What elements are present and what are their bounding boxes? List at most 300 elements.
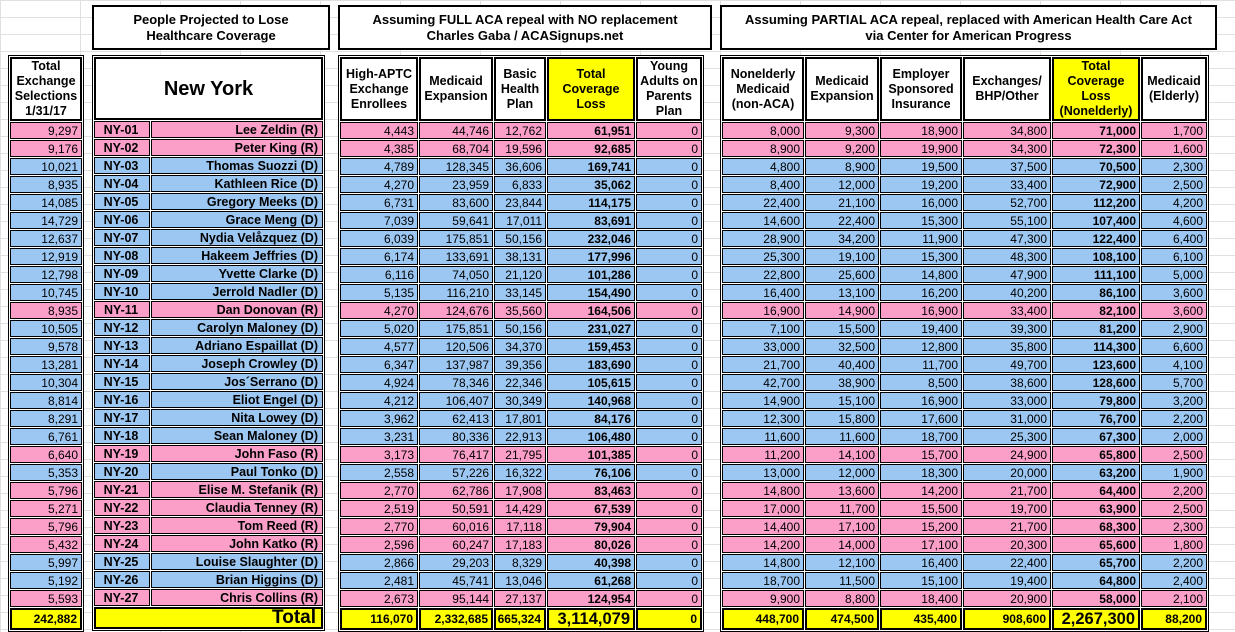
table-row [10, 554, 82, 571]
cell-nonelderly-medicaid: 14,900 [722, 392, 804, 409]
table-row [94, 265, 323, 282]
cell-basic-health-plan: 36,606 [494, 158, 546, 175]
cell-exchange-selections: 9,578 [10, 338, 82, 355]
cell-medicaid-expansion-partial: 8,900 [805, 158, 879, 175]
table-row [10, 140, 82, 157]
cell-basic-health-plan: 30,349 [494, 392, 546, 409]
table-row [722, 446, 1207, 463]
table-row [340, 482, 702, 499]
cell-medicaid-expansion-partial: 19,100 [805, 248, 879, 265]
cell-nonelderly-medicaid: 22,800 [722, 266, 804, 283]
cell-district: NY-18 [94, 427, 150, 444]
cell-high-aptc: 7,039 [340, 212, 418, 229]
cell-total-coverage-loss-partial: 107,400 [1052, 212, 1140, 229]
cell-young-adults: 0 [636, 590, 702, 607]
table-row [10, 428, 82, 445]
cell-medicaid-expansion-full: 116,210 [419, 284, 493, 301]
cell-total-coverage-loss-full: 106,480 [547, 428, 635, 445]
cell-employer-sponsored-insurance: 16,000 [880, 194, 962, 211]
cell-total-coverage-loss-full: 92,685 [547, 140, 635, 157]
table-row [340, 140, 702, 157]
cell-medicaid-elderly: 5,700 [1141, 374, 1207, 391]
table-row [722, 500, 1207, 517]
table-row [340, 446, 702, 463]
cell-exchanges-bhp-other: 19,700 [963, 500, 1051, 517]
table-row [722, 356, 1207, 373]
cell-total-coverage-loss-partial: 128,600 [1052, 374, 1140, 391]
cell-nonelderly-medicaid: 17,000 [722, 500, 804, 517]
table-row [340, 392, 702, 409]
cell-employer-sponsored-insurance: 16,400 [880, 554, 962, 571]
cell-exchange-selections: 12,919 [10, 248, 82, 265]
cell-rep-name: Adriano Espaillat (D) [151, 337, 323, 354]
cell-total-coverage-loss-partial: 108,100 [1052, 248, 1140, 265]
cell-medicaid-expansion-partial: 32,500 [805, 338, 879, 355]
table-row [94, 175, 323, 192]
total-exchanges-bhp-other: 908,600 [963, 608, 1051, 630]
cell-exchanges-bhp-other: 34,800 [963, 122, 1051, 139]
cell-medicaid-expansion-partial: 15,800 [805, 410, 879, 427]
cell-medicaid-expansion-partial: 9,200 [805, 140, 879, 157]
cell-exchanges-bhp-other: 33,400 [963, 176, 1051, 193]
cell-total-coverage-loss-partial: 122,400 [1052, 230, 1140, 247]
col-header-exchanges-bhp-other: Exchanges/ BHP/Other [963, 57, 1051, 121]
cell-employer-sponsored-insurance: 19,400 [880, 320, 962, 337]
cell-medicaid-elderly: 6,100 [1141, 248, 1207, 265]
cell-exchange-selections: 6,761 [10, 428, 82, 445]
cell-young-adults: 0 [636, 320, 702, 337]
cell-basic-health-plan: 17,118 [494, 518, 546, 535]
table-row [722, 572, 1207, 589]
total-exchange-selections: 242,882 [10, 608, 82, 630]
cell-medicaid-elderly: 2,100 [1141, 590, 1207, 607]
cell-exchange-selections: 5,796 [10, 518, 82, 535]
cell-nonelderly-medicaid: 14,200 [722, 536, 804, 553]
table-row [340, 212, 702, 229]
cell-high-aptc: 4,924 [340, 374, 418, 391]
table-row [722, 212, 1207, 229]
cell-exchange-selections: 5,997 [10, 554, 82, 571]
cell-exchanges-bhp-other: 38,600 [963, 374, 1051, 391]
cell-employer-sponsored-insurance: 16,900 [880, 302, 962, 319]
cell-exchanges-bhp-other: 21,700 [963, 482, 1051, 499]
cell-young-adults: 0 [636, 302, 702, 319]
cell-rep-name: Dan Donovan (R) [151, 301, 323, 318]
cell-medicaid-elderly: 4,100 [1141, 356, 1207, 373]
table-row [10, 464, 82, 481]
cell-medicaid-expansion-full: 83,600 [419, 194, 493, 211]
cell-high-aptc: 4,385 [340, 140, 418, 157]
table-row [340, 518, 702, 535]
cell-medicaid-expansion-full: 120,506 [419, 338, 493, 355]
cell-medicaid-expansion-partial: 22,400 [805, 212, 879, 229]
partial-repeal-title-line2: via Center for American Progress [865, 27, 1072, 43]
cell-young-adults: 0 [636, 374, 702, 391]
table-row [94, 247, 323, 264]
cell-district: NY-25 [94, 553, 150, 570]
table-row [10, 266, 82, 283]
table-row [10, 536, 82, 553]
table-row [94, 481, 323, 498]
table-row [94, 589, 323, 606]
cell-exchanges-bhp-other: 48,300 [963, 248, 1051, 265]
cell-high-aptc: 3,962 [340, 410, 418, 427]
cell-high-aptc: 6,731 [340, 194, 418, 211]
cell-basic-health-plan: 12,762 [494, 122, 546, 139]
col-header-total-coverage-loss-partial: Total Coverage Loss (Nonelderly) [1052, 57, 1140, 121]
ny-block-title [92, 5, 330, 50]
cell-district: NY-23 [94, 517, 150, 534]
full-repeal-title-line2: Charles Gaba / ACASignups.net [426, 27, 624, 43]
table-row [10, 500, 82, 517]
cell-total-coverage-loss-full: 177,996 [547, 248, 635, 265]
col-header-total-exchange-selections: Total Exchange Selections 1/31/17 [10, 57, 82, 121]
cell-medicaid-expansion-full: 78,346 [419, 374, 493, 391]
cell-basic-health-plan: 34,370 [494, 338, 546, 355]
table-row [722, 140, 1207, 157]
cell-medicaid-elderly: 2,200 [1141, 482, 1207, 499]
col-header-total-coverage-loss-full: Total Coverage Loss [547, 57, 635, 121]
cell-total-coverage-loss-full: 105,615 [547, 374, 635, 391]
table-row [10, 446, 82, 463]
col-header-young-adults: Young Adults on Parents Plan [636, 57, 702, 121]
table-row [722, 554, 1207, 571]
table-row [340, 590, 702, 607]
cell-medicaid-expansion-partial: 11,500 [805, 572, 879, 589]
table-row [722, 428, 1207, 445]
table-row [722, 122, 1207, 139]
cell-basic-health-plan: 6,833 [494, 176, 546, 193]
table-row [94, 121, 323, 138]
cell-total-coverage-loss-partial: 111,100 [1052, 266, 1140, 283]
cell-medicaid-expansion-full: 106,407 [419, 392, 493, 409]
full-repeal-block-title [338, 5, 712, 50]
cell-medicaid-expansion-partial: 15,500 [805, 320, 879, 337]
cell-total-coverage-loss-full: 84,176 [547, 410, 635, 427]
cell-exchanges-bhp-other: 37,500 [963, 158, 1051, 175]
cell-total-coverage-loss-partial: 123,600 [1052, 356, 1140, 373]
cell-exchanges-bhp-other: 22,400 [963, 554, 1051, 571]
table-row [722, 482, 1207, 499]
cell-young-adults: 0 [636, 338, 702, 355]
cell-exchanges-bhp-other: 24,900 [963, 446, 1051, 463]
cell-medicaid-elderly: 2,900 [1141, 320, 1207, 337]
cell-total-coverage-loss-full: 76,106 [547, 464, 635, 481]
cell-total-coverage-loss-partial: 112,200 [1052, 194, 1140, 211]
cell-high-aptc: 6,116 [340, 266, 418, 283]
cell-exchange-selections: 6,640 [10, 446, 82, 463]
table-row [10, 572, 82, 589]
cell-nonelderly-medicaid: 22,400 [722, 194, 804, 211]
cell-nonelderly-medicaid: 28,900 [722, 230, 804, 247]
cell-employer-sponsored-insurance: 16,200 [880, 284, 962, 301]
table-row [10, 392, 82, 409]
cell-exchange-selections: 9,176 [10, 140, 82, 157]
cell-medicaid-elderly: 1,700 [1141, 122, 1207, 139]
table-row [94, 139, 323, 156]
cell-district: NY-21 [94, 481, 150, 498]
cell-total-coverage-loss-full: 101,385 [547, 446, 635, 463]
cell-rep-name: Louise Slaughter (D) [151, 553, 323, 570]
table-row [340, 500, 702, 517]
total-row [10, 608, 82, 630]
total-medicaid-elderly: 88,200 [1141, 608, 1207, 630]
cell-basic-health-plan: 33,145 [494, 284, 546, 301]
exchange-selections-block [8, 5, 84, 632]
partial-repeal-block [720, 5, 1217, 632]
cell-total-coverage-loss-partial: 86,100 [1052, 284, 1140, 301]
cell-medicaid-elderly: 6,400 [1141, 230, 1207, 247]
cell-district: NY-12 [94, 319, 150, 336]
cell-total-coverage-loss-full: 61,268 [547, 572, 635, 589]
table-row [722, 374, 1207, 391]
cell-medicaid-expansion-full: 74,050 [419, 266, 493, 283]
cell-medicaid-elderly: 2,500 [1141, 446, 1207, 463]
partial-repeal-table [720, 55, 1209, 632]
cell-nonelderly-medicaid: 14,800 [722, 554, 804, 571]
cell-high-aptc: 5,020 [340, 320, 418, 337]
cell-district: NY-17 [94, 409, 150, 426]
cell-basic-health-plan: 13,046 [494, 572, 546, 589]
table-row [94, 193, 323, 210]
cell-medicaid-expansion-full: 60,247 [419, 536, 493, 553]
cell-medicaid-expansion-partial: 11,600 [805, 428, 879, 445]
cell-total-coverage-loss-full: 140,968 [547, 392, 635, 409]
cell-employer-sponsored-insurance: 14,800 [880, 266, 962, 283]
ny-block-title-line1: People Projected to Lose [133, 11, 289, 27]
table-row [340, 536, 702, 553]
cell-medicaid-elderly: 4,200 [1141, 194, 1207, 211]
cell-medicaid-expansion-full: 23,959 [419, 176, 493, 193]
cell-district: NY-03 [94, 157, 150, 174]
cell-basic-health-plan: 27,137 [494, 590, 546, 607]
cell-medicaid-elderly: 2,000 [1141, 428, 1207, 445]
cell-district: NY-15 [94, 373, 150, 390]
cell-total-coverage-loss-full: 40,398 [547, 554, 635, 571]
cell-exchanges-bhp-other: 19,400 [963, 572, 1051, 589]
table-row [10, 176, 82, 193]
cell-high-aptc: 5,135 [340, 284, 418, 301]
cell-exchange-selections: 10,304 [10, 374, 82, 391]
cell-total-coverage-loss-full: 159,453 [547, 338, 635, 355]
cell-total-coverage-loss-full: 231,027 [547, 320, 635, 337]
cell-employer-sponsored-insurance: 15,700 [880, 446, 962, 463]
cell-district: NY-08 [94, 247, 150, 264]
total-medicaid-expansion-full: 2,332,685 [419, 608, 493, 630]
cell-nonelderly-medicaid: 42,700 [722, 374, 804, 391]
col-header-nonelderly-medicaid: Nonelderly Medicaid (non-ACA) [722, 57, 804, 121]
table-row [722, 158, 1207, 175]
total-row [94, 607, 323, 629]
table-row [340, 320, 702, 337]
cell-employer-sponsored-insurance: 19,500 [880, 158, 962, 175]
cell-exchange-selections: 8,814 [10, 392, 82, 409]
cell-exchanges-bhp-other: 49,700 [963, 356, 1051, 373]
cell-nonelderly-medicaid: 18,700 [722, 572, 804, 589]
cell-total-coverage-loss-full: 124,954 [547, 590, 635, 607]
cell-high-aptc: 3,173 [340, 446, 418, 463]
cell-rep-name: Tom Reed (R) [151, 517, 323, 534]
total-total-coverage-loss-full: 3,114,079 [547, 608, 635, 630]
cell-basic-health-plan: 35,560 [494, 302, 546, 319]
cell-rep-name: John Faso (R) [151, 445, 323, 462]
cell-basic-health-plan: 19,596 [494, 140, 546, 157]
cell-young-adults: 0 [636, 518, 702, 535]
cell-total-coverage-loss-full: 83,691 [547, 212, 635, 229]
cell-total-coverage-loss-full: 80,026 [547, 536, 635, 553]
table-row [722, 284, 1207, 301]
cell-employer-sponsored-insurance: 11,700 [880, 356, 962, 373]
cell-exchange-selections: 13,281 [10, 356, 82, 373]
cell-basic-health-plan: 17,183 [494, 536, 546, 553]
cell-district: NY-07 [94, 229, 150, 246]
table-row [94, 319, 323, 336]
cell-nonelderly-medicaid: 14,800 [722, 482, 804, 499]
table-row [94, 373, 323, 390]
cell-medicaid-elderly: 3,200 [1141, 392, 1207, 409]
table-row [340, 230, 702, 247]
cell-district: NY-11 [94, 301, 150, 318]
table-row [340, 248, 702, 265]
table-row [94, 571, 323, 588]
cell-employer-sponsored-insurance: 17,100 [880, 536, 962, 553]
cell-medicaid-expansion-full: 60,016 [419, 518, 493, 535]
cell-medicaid-expansion-full: 175,851 [419, 230, 493, 247]
cell-high-aptc: 2,770 [340, 482, 418, 499]
cell-total-coverage-loss-partial: 82,100 [1052, 302, 1140, 319]
cell-district: NY-10 [94, 283, 150, 300]
col-header-medicaid-expansion-full: Medicaid Expansion [419, 57, 493, 121]
cell-young-adults: 0 [636, 536, 702, 553]
cell-total-coverage-loss-partial: 68,300 [1052, 518, 1140, 535]
cell-total-coverage-loss-full: 183,690 [547, 356, 635, 373]
table-row [94, 409, 323, 426]
cell-total-coverage-loss-full: 35,062 [547, 176, 635, 193]
total-total-coverage-loss-partial: 2,267,300 [1052, 608, 1140, 630]
cell-nonelderly-medicaid: 16,400 [722, 284, 804, 301]
cell-exchanges-bhp-other: 52,700 [963, 194, 1051, 211]
cell-young-adults: 0 [636, 230, 702, 247]
cell-basic-health-plan: 21,120 [494, 266, 546, 283]
cell-exchanges-bhp-other: 31,000 [963, 410, 1051, 427]
cell-medicaid-expansion-partial: 11,700 [805, 500, 879, 517]
cell-nonelderly-medicaid: 13,000 [722, 464, 804, 481]
cell-rep-name: Nita Lowey (D) [151, 409, 323, 426]
cell-total-coverage-loss-full: 101,286 [547, 266, 635, 283]
cell-district: NY-19 [94, 445, 150, 462]
cell-young-adults: 0 [636, 500, 702, 517]
cell-nonelderly-medicaid: 8,400 [722, 176, 804, 193]
full-repeal-block [338, 5, 712, 632]
cell-basic-health-plan: 50,156 [494, 230, 546, 247]
table-row [10, 284, 82, 301]
cell-exchange-selections: 14,729 [10, 212, 82, 229]
cell-employer-sponsored-insurance: 14,200 [880, 482, 962, 499]
exchange-selections-table [8, 55, 84, 632]
cell-rep-name: Gregory Meeks (D) [151, 193, 323, 210]
cell-exchanges-bhp-other: 39,300 [963, 320, 1051, 337]
cell-employer-sponsored-insurance: 15,300 [880, 212, 962, 229]
cell-exchanges-bhp-other: 20,900 [963, 590, 1051, 607]
col-header-high-aptc: High-APTC Exchange Enrollees [340, 57, 418, 121]
col-header-medicaid-expansion-partial: Medicaid Expansion [805, 57, 879, 121]
cell-medicaid-expansion-partial: 17,100 [805, 518, 879, 535]
cell-medicaid-expansion-partial: 14,100 [805, 446, 879, 463]
table-row [94, 157, 323, 174]
table-row [10, 410, 82, 427]
cell-employer-sponsored-insurance: 19,900 [880, 140, 962, 157]
cell-medicaid-elderly: 3,600 [1141, 302, 1207, 319]
cell-district: NY-20 [94, 463, 150, 480]
cell-nonelderly-medicaid: 8,900 [722, 140, 804, 157]
table-row [340, 464, 702, 481]
total-nonelderly-medicaid: 448,700 [722, 608, 804, 630]
cell-high-aptc: 3,231 [340, 428, 418, 445]
cell-exchanges-bhp-other: 55,100 [963, 212, 1051, 229]
table-row [10, 482, 82, 499]
partial-repeal-block-title [720, 5, 1217, 50]
cell-rep-name: Thomas Suozzi (D) [151, 157, 323, 174]
cell-rep-name: Claudia Tenney (R) [151, 499, 323, 516]
cell-exchanges-bhp-other: 47,300 [963, 230, 1051, 247]
cell-exchanges-bhp-other: 47,900 [963, 266, 1051, 283]
table-row [94, 499, 323, 516]
col-header-basic-health-plan: Basic Health Plan [494, 57, 546, 121]
cell-basic-health-plan: 14,429 [494, 500, 546, 517]
cell-nonelderly-medicaid: 16,900 [722, 302, 804, 319]
cell-exchange-selections: 5,353 [10, 464, 82, 481]
cell-high-aptc: 4,270 [340, 302, 418, 319]
cell-basic-health-plan: 38,131 [494, 248, 546, 265]
cell-medicaid-expansion-full: 45,741 [419, 572, 493, 589]
cell-district: NY-09 [94, 265, 150, 282]
cell-rep-name: Lee Zeldin (R) [151, 121, 323, 138]
cell-exchange-selections: 12,798 [10, 266, 82, 283]
cell-exchange-selections: 10,021 [10, 158, 82, 175]
cell-basic-health-plan: 21,795 [494, 446, 546, 463]
col-header-medicaid-elderly: Medicaid (Elderly) [1141, 57, 1207, 121]
cell-employer-sponsored-insurance: 18,300 [880, 464, 962, 481]
table-row [722, 302, 1207, 319]
table-row [10, 248, 82, 265]
cell-employer-sponsored-insurance: 17,600 [880, 410, 962, 427]
cell-total-coverage-loss-partial: 72,300 [1052, 140, 1140, 157]
table-row [94, 427, 323, 444]
cell-medicaid-expansion-partial: 14,900 [805, 302, 879, 319]
cell-employer-sponsored-insurance: 18,900 [880, 122, 962, 139]
cell-medicaid-expansion-partial: 12,000 [805, 176, 879, 193]
cell-medicaid-elderly: 5,000 [1141, 266, 1207, 283]
table-row [722, 266, 1207, 283]
cell-medicaid-expansion-partial: 40,400 [805, 356, 879, 373]
cell-medicaid-expansion-full: 50,591 [419, 500, 493, 517]
total-row [722, 608, 1207, 630]
cell-medicaid-elderly: 2,500 [1141, 500, 1207, 517]
cell-rep-name: Jos´Serrano (D) [151, 373, 323, 390]
cell-medicaid-elderly: 3,600 [1141, 284, 1207, 301]
cell-basic-health-plan: 17,801 [494, 410, 546, 427]
districts-table [92, 55, 325, 631]
cell-high-aptc: 2,866 [340, 554, 418, 571]
cell-high-aptc: 2,558 [340, 464, 418, 481]
cell-exchange-selections: 5,271 [10, 500, 82, 517]
cell-young-adults: 0 [636, 176, 702, 193]
cell-total-coverage-loss-partial: 114,300 [1052, 338, 1140, 355]
cell-nonelderly-medicaid: 7,100 [722, 320, 804, 337]
cell-medicaid-expansion-partial: 14,000 [805, 536, 879, 553]
cell-rep-name: Brian Higgins (D) [151, 571, 323, 588]
cell-basic-health-plan: 23,844 [494, 194, 546, 211]
